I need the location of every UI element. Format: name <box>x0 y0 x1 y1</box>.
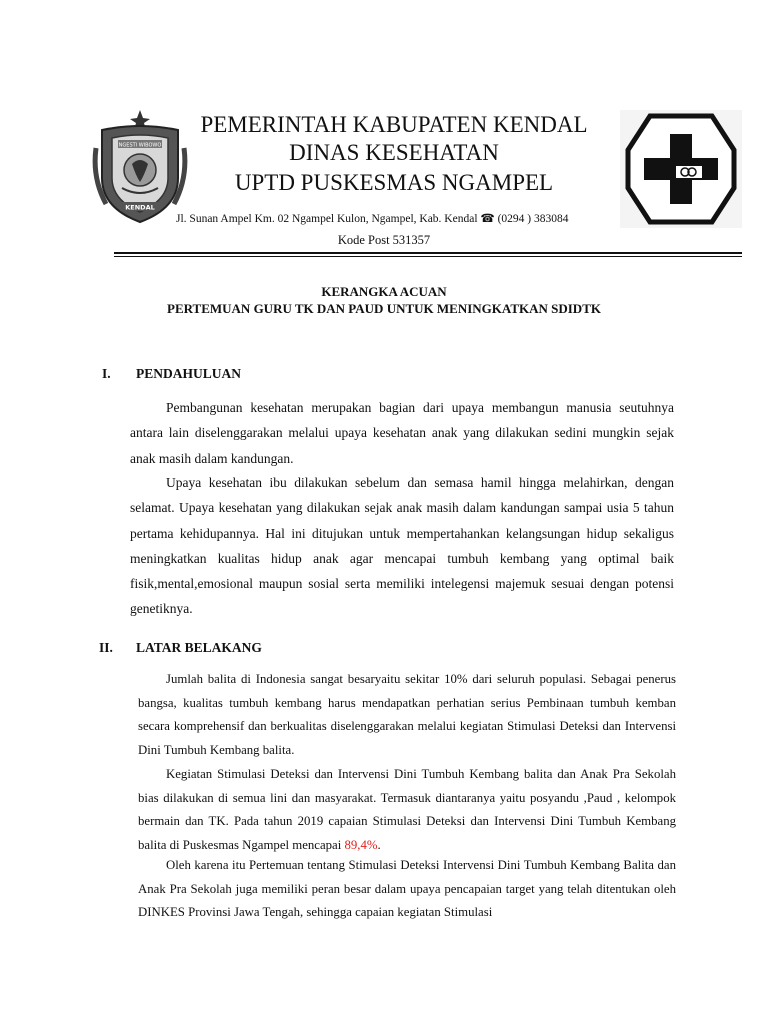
achievement-percentage: 89,4% <box>344 838 378 853</box>
document-subtitle: PERTEMUAN GURU TK DAN PAUD UNTUK MENINGKATKAN SDIDTK <box>167 301 601 316</box>
document-title: KERANGKA ACUAN <box>321 284 447 299</box>
header-government: PEMERINTAH KABUPATEN KENDAL <box>200 112 588 137</box>
section-1-paragraph-1: Pembangunan kesehatan merupakan bagian dari upaya membangun manusia seutuhnya antara lain diselenggarakan melalui upaya kesehatan anak yang dilakukan sedini mungkin sejak anak masih dalam kandungan. <box>130 400 674 466</box>
section-1-number: I. <box>102 366 111 381</box>
section-2-heading: LATAR BELAKANG <box>136 640 262 655</box>
header-unit: UPTD PUSKESMAS NGAMPEL <box>234 170 554 195</box>
section-2-paragraph-2 <box>138 763 676 858</box>
header-department: DINAS KESEHATAN <box>289 140 499 165</box>
header-postcode: Kode Post 531357 <box>337 233 431 247</box>
section-1-heading: PENDAHULUAN <box>136 366 242 381</box>
header-divider <box>114 252 742 254</box>
header-address: Jl. Sunan Ampel Km. 02 Ngampel Kulon, Ngampel, Kab. Kendal ☎ (0294 ) 383084 <box>176 213 569 225</box>
section-2-paragraph-3: Oleh karena itu Pertemuan tentang Stimulasi Deteksi Intervensi Dini Tumbuh Kembang Balita dan Anak Pra Sekolah juga memiliki peran besar dalam upaya pencapaian target yang telah ditentukan oleh DINKES Provinsi Jawa Tengah, sehingga capaian kegiatan Stimulasi <box>138 858 676 920</box>
achievement-suffix: . <box>377 838 381 853</box>
section-2-paragraph-1: Jumlah balita di Indonesia sangat besaryaitu sekitar 10% dari seluruh populasi. Sebagai penerus bangsa, kualitas tumbuh kembang harus mendapatkan perhatian serius Pembinaan tumbuh kemban secara komprehensif dan berkualitas diselenggarakan melalui kegiatan Stimulasi Deteksi dan Intervensi Dini Tumbuh Kembang balita. <box>138 672 676 758</box>
header-divider-thin <box>114 256 742 257</box>
section-2-paragraph-2-text: Kegiatan Stimulasi Deteksi dan Intervensi Dini Tumbuh Kembang balita dan Anak Pra Sekolah bias dilakukan di semua lini dan masyarakat. Termasuk diantaranya yaitu posyandu ,Paud , kelompok bermain dan TK. Pada tahun 2019 capaian Stimulasi Deteksi dan Intervensi Dini Tumbuh Kembang balita di Puskesmas Ngampel mencapai <box>138 767 676 853</box>
puskesmas-cross-logo-icon <box>620 110 742 228</box>
section-1-paragraph-2: Upaya kesehatan ibu dilakukan sebelum dan semasa hamil hingga melahirkan, dengan selamat. Upaya kesehatan yang dilakukan sejak anak masih dalam kandungan sampai usia 5 tahun pertama kehidupannya. Hal ini ditujukan untuk mempertahankan kelangsungan hidup sekaligus meningkatkan kualitas hidup anak agar mencapai tumbuh kembang yang optimal baik fisik,mental,emosional maupun sosial serta memiliki intelegensi majemuk sesuai dengan potensi genetiknya. <box>130 475 674 617</box>
emblem-name: KENDAL <box>125 203 155 212</box>
emblem-motto: NGESTI WIBOWO <box>118 142 162 149</box>
section-2-number: II. <box>99 640 113 655</box>
